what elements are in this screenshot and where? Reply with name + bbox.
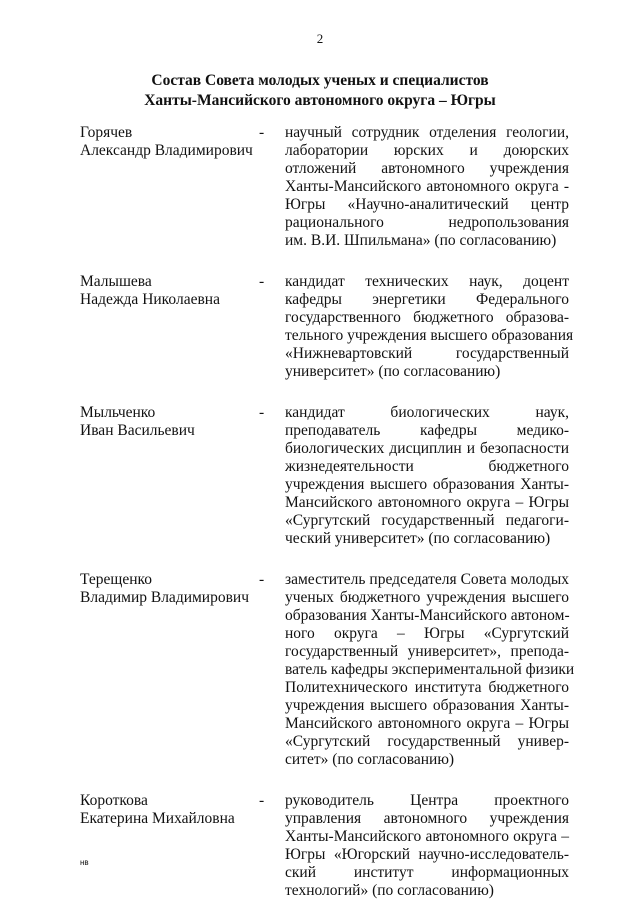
- footer-initials: нв: [80, 858, 89, 867]
- member-surname: Терещенко: [80, 571, 152, 588]
- page-number: 2: [316, 31, 324, 46]
- position-line: Ханты-Мансийского автономного округа –: [285, 828, 569, 845]
- member-position: [285, 273, 574, 381]
- member-name: [80, 571, 260, 607]
- position-line: заместитель председателя Совета молодых: [285, 571, 569, 588]
- position-line: кандидат технических наук, доцент: [285, 273, 569, 290]
- member-dash: -: [259, 571, 265, 588]
- position-line: биологических дисциплин и безопасности: [285, 440, 569, 457]
- member-position: [285, 792, 569, 900]
- member-position: [285, 571, 575, 769]
- member-given-names: Надежда Николаевна: [80, 291, 220, 308]
- position-line: технологий» (по согласованию): [285, 882, 494, 899]
- member-given-names: Александр Владимирович: [80, 142, 253, 159]
- member-name: [80, 792, 260, 828]
- position-line: «Сургутский государственный универ-: [285, 733, 569, 750]
- title-line-2: Ханты-Мансийского автономного округа – Югры: [144, 92, 496, 109]
- member-entry: [0, 404, 640, 548]
- member-position: [285, 124, 569, 250]
- position-line: учреждения высшего образования Ханты-: [285, 476, 569, 493]
- position-line: ский институт информационных: [285, 864, 569, 881]
- member-surname: Горячев: [80, 124, 133, 141]
- position-line: кандидат биологических наук,: [285, 404, 569, 421]
- document-title: [0, 71, 640, 111]
- member-dash: -: [259, 404, 265, 421]
- title-line-1: Состав Совета молодых ученых и специалистов: [151, 72, 489, 89]
- member-surname: Малышева: [80, 273, 152, 290]
- member-entry: [0, 792, 640, 900]
- position-line: рационального недропользования: [285, 214, 569, 231]
- member-name: [80, 404, 260, 440]
- position-line: Югры «Научно-аналитический центр: [285, 196, 569, 213]
- position-line: «Сургутский государственный педагоги-: [285, 512, 569, 529]
- position-line: им. В.И. Шпильмана» (по согласованию): [285, 232, 557, 249]
- position-line: преподаватель кафедры медико-: [285, 422, 569, 439]
- position-line: учреждения высшего образования Ханты-: [285, 697, 569, 714]
- position-line: отложений автономного учреждения: [285, 160, 569, 177]
- position-line: Югры «Югорский научно-исследователь-: [285, 846, 569, 863]
- member-surname: Короткова: [80, 792, 148, 809]
- member-given-names: Владимир Владимирович: [80, 589, 250, 606]
- position-line: тельного учреждения высшего образования: [285, 327, 574, 344]
- position-line: Мансийского автономного округа – Югры: [285, 494, 569, 511]
- member-entry: [0, 273, 640, 381]
- member-dash: -: [259, 124, 265, 141]
- position-line: жизнедеятельности бюджетного: [285, 458, 569, 475]
- member-given-names: Екатерина Михайловна: [80, 810, 235, 827]
- position-line: государственного бюджетного образова-: [285, 309, 569, 326]
- position-line: ученых бюджетного учреждения высшего: [285, 589, 569, 606]
- position-line: руководитель Центра проектного: [285, 792, 569, 809]
- position-line: научный сотрудник отделения геологии,: [285, 124, 569, 141]
- position-line: ватель кафедры экспериментальной физики: [285, 661, 575, 678]
- member-entry: [0, 571, 640, 769]
- member-entry: [0, 124, 640, 250]
- member-name: [80, 273, 260, 309]
- position-line: ческий университет» (по согласованию): [285, 530, 551, 547]
- position-line: образования Ханты-Мансийского автоном-: [285, 607, 570, 624]
- position-line: кафедры энергетики Федерального: [285, 291, 569, 308]
- position-line: университет» (по согласованию): [285, 363, 501, 380]
- members-list: [0, 124, 640, 923]
- member-given-names: Иван Васильевич: [80, 422, 195, 439]
- member-position: [285, 404, 569, 548]
- member-name: [80, 124, 260, 160]
- member-dash: -: [259, 792, 265, 809]
- position-line: управления автономного учреждения: [285, 810, 569, 827]
- position-line: Мансийского автономного округа – Югры: [285, 715, 569, 732]
- position-line: «Нижневартовский государственный: [285, 345, 569, 362]
- position-line: государственный университет», препода-: [285, 643, 569, 660]
- position-line: ного округа – Югры «Сургутский: [285, 625, 569, 642]
- position-line: Ханты-Мансийского автономного округа -: [285, 178, 569, 195]
- position-line: лаборатории юрских и доюрских: [285, 142, 569, 159]
- position-line: ситет» (по согласованию): [285, 751, 455, 768]
- member-surname: Мыльченко: [80, 404, 156, 421]
- position-line: Политехнического института бюджетного: [285, 679, 569, 696]
- member-dash: -: [259, 273, 265, 290]
